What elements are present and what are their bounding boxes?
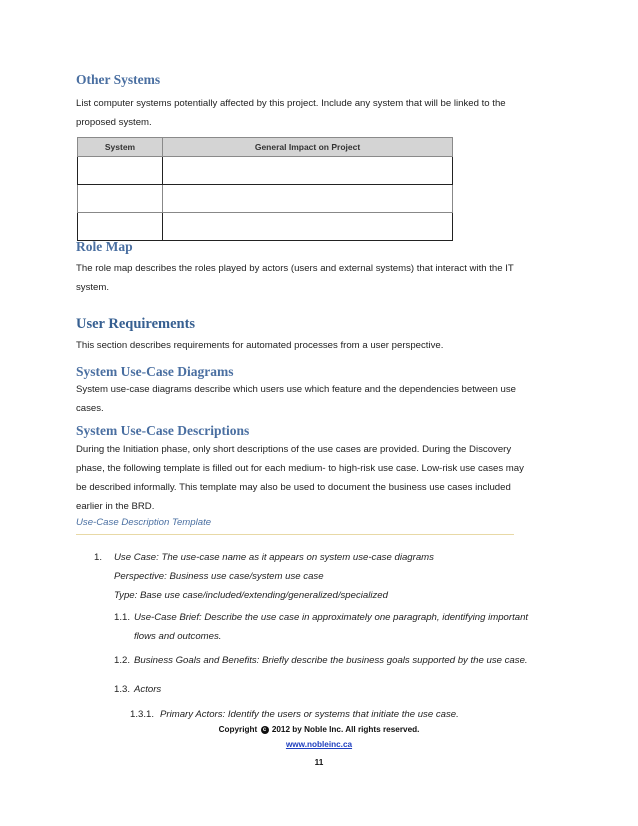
other-systems-body-line: proposed system. [76,117,152,128]
table-row [78,185,453,213]
role-map-body [76,259,566,297]
table-cell[interactable] [78,157,163,185]
use-case-diagrams-heading: System Use-Case Diagrams [76,364,234,379]
list-number: 1.2. [114,655,131,666]
list-number: 1. [94,552,103,563]
column-header-system: System [78,138,163,157]
list-item-line: Type: Base use case/included/extending/generalized/specialized [114,590,388,601]
table-row [78,157,453,185]
use-case-descriptions-heading: System Use-Case Descriptions [76,423,250,438]
use-case-descriptions-line: phase, the following template is filled out for each medium- to high-risk use case. Low-risk use cases may [76,463,524,474]
website-link[interactable]: www.nobleinc.ca [285,740,353,749]
other-systems-heading: Other Systems [76,72,161,87]
copyright-label: Copyright [218,725,258,734]
list-item-use-case-brief [134,608,528,646]
copyright-icon: c [261,726,269,734]
role-map-body-line: The role map describes the roles played by actors (users and external systems) that interact with the IT [76,263,514,274]
list-number: 1.3.1. [130,709,155,720]
use-case-diagrams-body [76,380,566,418]
use-case-diagrams-body-line: cases. [76,403,104,414]
list-item-line: flows and outcomes. [134,631,222,642]
list-item-actors: Actors [134,684,162,695]
user-requirements-heading: User Requirements [76,316,196,332]
role-map-body-line: system. [76,282,110,293]
column-header-impact: General Impact on Project [163,138,453,157]
other-systems-table [77,137,453,241]
copyright-text: 2012 by Noble Inc. All rights reserved. [271,725,420,734]
table-cell[interactable] [78,213,163,241]
list-item-line: Use Case: The use-case name as it appears on system use-case diagrams [114,552,434,563]
table-cell[interactable] [78,185,163,213]
table-cell[interactable] [163,157,453,185]
role-map-heading: Role Map [76,239,133,254]
table-header-row [78,138,453,157]
table-row [78,213,453,241]
use-case-diagrams-body-line: System use-case diagrams describe which users use which feature and the dependencies between use [76,384,516,395]
list-item-business-goals: Business Goals and Benefits: Briefly describe the business goals supported by the use case. [134,655,528,666]
template-subheading: Use-Case Description Template [76,517,212,528]
use-case-descriptions-body [76,440,566,516]
other-systems-body-line: List computer systems potentially affected by this project. Include any system that will be linked to the [76,98,506,109]
footer-website-line [0,740,638,749]
page-number: 11 [314,758,324,767]
footer-copyright [0,725,638,734]
list-item-primary-actors: Primary Actors: Identify the users or systems that initiate the use case. [160,709,459,720]
user-requirements-body: This section describes requirements for automated processes from a user perspective. [76,340,444,351]
list-number: 1.1. [114,612,131,623]
table-cell[interactable] [163,185,453,213]
template-divider [76,534,514,535]
table-cell[interactable] [163,213,453,241]
use-case-descriptions-line: During the Initiation phase, only short descriptions of the use cases are provided. During the Discovery [76,444,512,455]
other-systems-body [76,94,566,132]
use-case-descriptions-line: be described informally. This template may also be used to document the business use cases included [76,482,511,493]
list-number: 1.3. [114,684,131,695]
list-item-use-case [114,548,434,605]
list-item-line: Perspective: Business use case/system use case [114,571,324,582]
list-item-line: Use-Case Brief: Describe the use case in approximately one paragraph, identifying important [134,612,529,623]
use-case-descriptions-line: earlier in the BRD. [76,501,155,512]
